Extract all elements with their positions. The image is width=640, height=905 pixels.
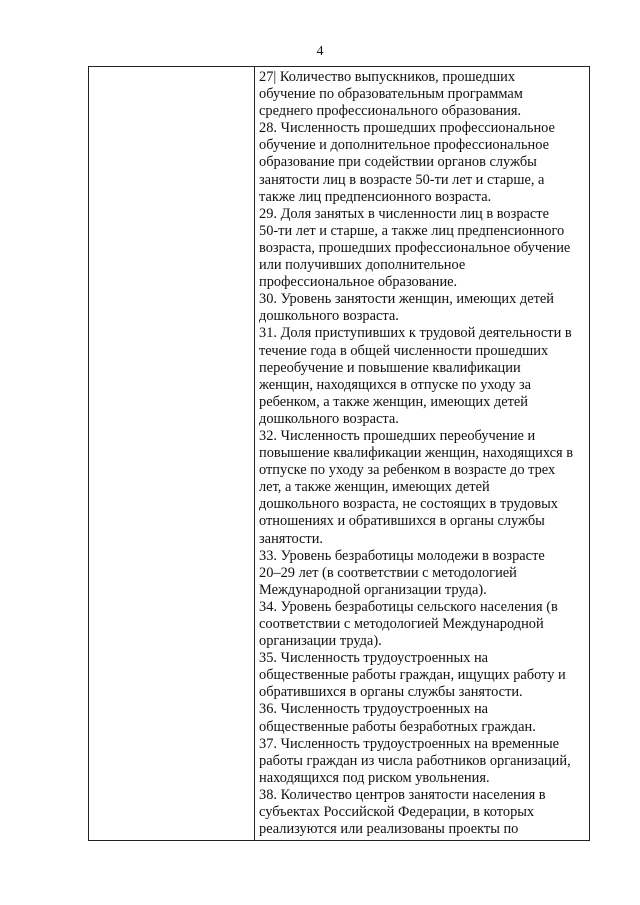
indicator-line: профессиональное образование. <box>259 274 458 291</box>
indicator-line: 38. Количество центров занятости населения в <box>259 786 546 803</box>
indicator-line: лет, а также женщин, имеющих детей <box>259 479 490 496</box>
indicator-line: отношениях и обратившихся в органы службы <box>259 513 545 530</box>
indicator-item-36 <box>259 701 589 735</box>
indicator-item-33 <box>259 548 589 599</box>
indicator-line: Международной организации труда). <box>259 581 487 598</box>
indicator-table <box>88 66 590 841</box>
page-number: 4 <box>316 44 324 59</box>
indicator-line: 35. Численность трудоустроенных на <box>259 650 489 667</box>
indicator-line: находящихся под риском увольнения. <box>259 769 490 786</box>
indicator-line: обратившихся в органы службы занятости. <box>259 684 523 701</box>
indicator-item-35 <box>259 650 589 701</box>
indicator-line: дошкольного возраста. <box>259 308 399 325</box>
indicator-line: женщин, находящихся в отпуске по уходу за <box>259 376 532 393</box>
indicator-line: дошкольного возраста. <box>259 410 399 427</box>
indicator-item-29 <box>259 206 589 291</box>
indicator-line: 30. Уровень занятости женщин, имеющих детей <box>259 291 555 308</box>
indicator-line: переобучение и повышение квалификации <box>259 359 521 376</box>
indicator-line: 50-ти лет и старше, а также лиц предпенсионного <box>259 222 565 239</box>
indicator-line: субъектах Российской Федерации, в которых <box>259 804 535 821</box>
table-right-column <box>259 69 589 838</box>
indicator-line: или получивших дополнительное <box>259 257 466 274</box>
indicator-line: работы граждан из числа работников организаций, <box>259 752 571 769</box>
indicator-item-34 <box>259 599 589 650</box>
indicator-line: повышение квалификации женщин, находящихся в <box>259 445 574 462</box>
indicator-item-28 <box>259 120 589 205</box>
table-left-column <box>89 67 255 840</box>
indicator-line: обучение и дополнительное профессиональное <box>259 137 550 154</box>
indicator-line: отпуске по уходу за ребенком в возрасте до трех <box>259 462 556 479</box>
indicator-line: организации труда). <box>259 633 382 650</box>
indicator-item-27 <box>259 69 589 120</box>
indicator-line: возраста, прошедших профессиональное обучение <box>259 239 571 256</box>
indicator-line: образование при содействии органов службы <box>259 154 537 171</box>
indicator-line: общественные работы безработных граждан. <box>259 718 536 735</box>
indicator-line: 20–29 лет (в соответствии с методологией <box>259 564 517 581</box>
indicator-line: обучение по образовательным программам <box>259 86 523 103</box>
indicator-item-37 <box>259 736 589 787</box>
indicator-line: 29. Доля занятых в численности лиц в возрасте <box>259 205 549 222</box>
indicator-line: занятости. <box>259 530 324 547</box>
indicator-line: 37. Численность трудоустроенных на временные <box>259 735 559 752</box>
indicator-line: занятости лиц в возрасте 50-ти лет и старше, а <box>259 171 545 188</box>
indicator-line: 34. Уровень безработицы сельского населения (в <box>259 598 558 615</box>
indicator-line: соответствии с методологией Международной <box>259 616 544 632</box>
indicator-line: 27| Количество выпускников, прошедших <box>259 69 516 85</box>
indicator-line: общественные работы граждан, ищущих работу и <box>259 667 566 684</box>
indicator-line: 36. Численность трудоустроенных на <box>259 701 489 718</box>
indicator-item-38 <box>259 787 589 838</box>
indicator-line: 31. Доля приступивших к трудовой деятельности в <box>259 325 572 342</box>
indicator-line: реализуются или реализованы проекты по <box>259 821 519 838</box>
indicator-line: течение года в общей численности прошедших <box>259 342 549 359</box>
indicator-line: также лиц предпенсионного возраста. <box>259 188 492 205</box>
indicator-item-32 <box>259 428 589 548</box>
indicator-line: среднего профессионального образования. <box>259 103 522 120</box>
indicator-line: ребенком, а также женщин, имеющих детей <box>259 393 528 410</box>
indicator-line: 33. Уровень безработицы молодежи в возрасте <box>259 547 545 564</box>
indicator-line: 32. Численность прошедших переобучение и <box>259 427 536 444</box>
indicator-item-30 <box>259 291 589 325</box>
indicator-item-31 <box>259 325 589 428</box>
indicator-line: дошкольного возраста, не состоящих в трудовых <box>259 496 558 513</box>
indicator-line: 28. Численность прошедших профессиональное <box>259 120 555 137</box>
